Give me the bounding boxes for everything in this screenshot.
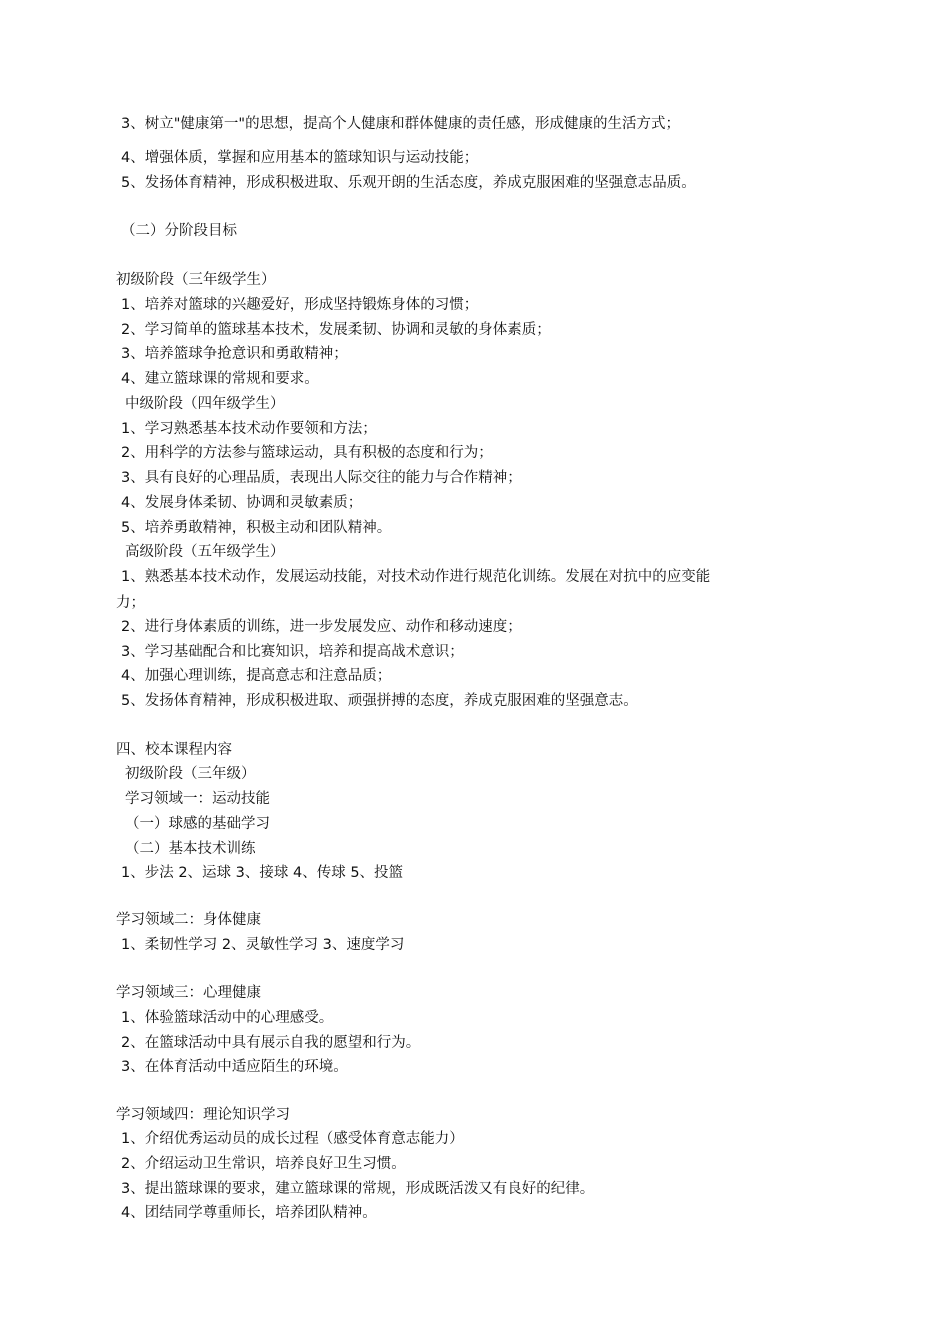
beginner-goal-2: 2、学习简单的篮球基本技术，发展柔韧、协调和灵敏的身体素质；: [121, 322, 551, 338]
beginner-goal-4: 4、建立篮球课的常规和要求。: [121, 371, 319, 387]
learning-domain-2-heading: 学习领域二：身体健康: [116, 912, 261, 928]
intermediate-goal-2: 2、用科学的方法参与篮球运动，具有积极的态度和行为；: [121, 445, 493, 461]
intermediate-goal-5: 5、培养勇敢精神，积极主动和团队精神。: [121, 520, 392, 536]
domain-1-subsection-1: （一）球感的基础学习: [125, 816, 270, 832]
domain-4-item-1: 1、介绍优秀运动员的成长过程（感受体育意志能力）: [121, 1131, 464, 1147]
section-heading-course-content: 四、校本课程内容: [116, 742, 232, 758]
intermediate-goal-3: 3、具有良好的心理品质，表现出人际交往的能力与合作精神；: [121, 470, 522, 486]
domain-4-item-2: 2、介绍运动卫生常识，培养良好卫生习惯。: [121, 1156, 406, 1172]
advanced-goal-2: 2、进行身体素质的训练，进一步发展发应、动作和移动速度；: [121, 619, 522, 635]
beginner-goal-1: 1、培养对篮球的兴趣爱好，形成坚持锻炼身体的习惯；: [121, 297, 479, 313]
domain-1-subsection-2: （二）基本技术训练: [125, 841, 256, 857]
goal-line-4: 4、增强体质，掌握和应用基本的篮球知识与运动技能；: [121, 150, 479, 166]
domain-3-item-3: 3、在体育活动中适应陌生的环境。: [121, 1059, 348, 1075]
stage-heading-beginner: 初级阶段（三年级学生）: [116, 272, 276, 288]
domain-1-items: 1、步法 2、运球 3、接球 4、传球 5、投篮: [121, 865, 404, 881]
intermediate-goal-1: 1、学习熟悉基本技术动作要领和方法；: [121, 421, 377, 437]
advanced-goal-1-continued: 力；: [116, 595, 145, 611]
advanced-goal-1: 1、熟悉基本技术动作，发展运动技能，对技术动作进行规范化训练。发展在对抗中的应变能: [121, 569, 711, 585]
section-heading-stage-goals: （二）分阶段目标: [121, 223, 237, 239]
domain-4-item-4: 4、团结同学尊重师长，培养团队精神。: [121, 1205, 377, 1221]
learning-domain-3-heading: 学习领域三：心理健康: [116, 985, 261, 1001]
stage-heading-intermediate: 中级阶段（四年级学生）: [125, 396, 285, 412]
domain-2-items: 1、柔韧性学习 2、灵敏性学习 3、速度学习: [121, 937, 405, 953]
goal-line-5: 5、发扬体育精神，形成积极进取、乐观开朗的生活态度，养成克服困难的坚强意志品质。: [121, 175, 696, 191]
learning-domain-1-heading: 学习领域一：运动技能: [125, 791, 270, 807]
intermediate-goal-4: 4、发展身体柔韧、协调和灵敏素质；: [121, 495, 363, 511]
domain-4-item-3: 3、提出篮球课的要求，建立篮球课的常规，形成既活泼又有良好的纪律。: [121, 1181, 595, 1197]
learning-domain-4-heading: 学习领域四：理论知识学习: [116, 1107, 290, 1123]
advanced-goal-5: 5、发扬体育精神，形成积极进取、顽强拼搏的态度，养成克服困难的坚强意志。: [121, 693, 638, 709]
advanced-goal-3: 3、学习基础配合和比赛知识，培养和提高战术意识；: [121, 644, 464, 660]
stage-heading-advanced: 高级阶段（五年级学生）: [125, 544, 285, 560]
advanced-goal-4: 4、加强心理训练，提高意志和注意品质；: [121, 668, 392, 684]
domain-3-item-2: 2、在篮球活动中具有展示自我的愿望和行为。: [121, 1035, 421, 1051]
domain-3-item-1: 1、体验篮球活动中的心理感受。: [121, 1010, 334, 1026]
beginner-goal-3: 3、培养篮球争抢意识和勇敢精神；: [121, 346, 348, 362]
content-stage-heading: 初级阶段（三年级）: [125, 766, 256, 782]
goal-line-3: 3、树立"健康第一"的思想，提高个人健康和群体健康的责任感，形成健康的生活方式；: [121, 116, 681, 132]
